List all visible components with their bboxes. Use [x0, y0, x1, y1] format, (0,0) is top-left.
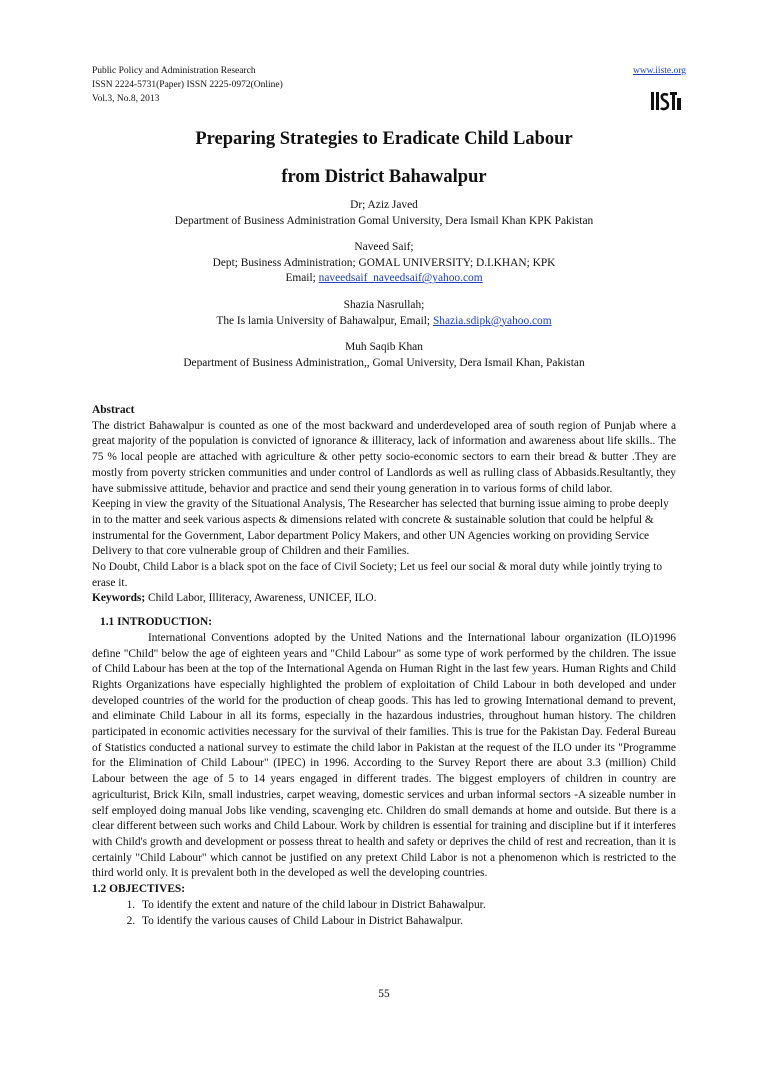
journal-issn: ISSN 2224-5731(Paper) ISSN 2225-0972(Online) [92, 80, 283, 90]
keywords-line [92, 591, 676, 607]
author-affiliation: Department of Business Administration,, Gomal University, Dera Ismail Khan, Pakistan [183, 356, 585, 369]
abstract-heading: Abstract [92, 404, 135, 416]
author-affiliation: Dept; Business Administration; GOMAL UNIVERSITY; D.I.KHAN; KPK [212, 256, 556, 269]
keywords-text: Child Labor, Illiteracy, Awareness, UNICEF, ILO. [148, 592, 377, 605]
introduction-heading: 1.1 INTRODUCTION: [100, 616, 213, 629]
paper-title-line-1: Preparing Strategies to Eradicate Child Labour [195, 129, 573, 149]
journal-website-area [596, 64, 686, 78]
author-email-line [92, 271, 676, 287]
abstract-paragraph: The district Bahawalpur is counted as one of the most backward and underdeveloped area of south region of Punjab where a great majority of the population is convicted of ignorance & illiteracy, lack of information and awareness about life skills.. The 75 % local people are attached with agriculture & other petty socio-economic sectors to earn their bread & butter .They are mostly from poverty stricken communities and under control of Landlords as well as rulling class of Abbasids.Resultantly, they have submissive attitude, behavior and practice and send their young generation in to various forms of child labor. [92, 419, 676, 495]
author-email-link[interactable]: naveedsaif_naveedsaif@yahoo.com [318, 272, 483, 285]
author-name: Naveed Saif; [354, 241, 414, 254]
iiste-logo [651, 90, 681, 112]
author-block [92, 198, 676, 371]
objective-item: 2. To identify the various causes of Child Labour in District Bahawalpur. [138, 914, 676, 930]
paper-title-line-2: from District Bahawalpur [281, 167, 487, 187]
keywords-label: Keywords; [92, 592, 146, 605]
journal-name: Public Policy and Administration Research [92, 66, 256, 76]
author-affiliation: The Is lamia University of Bahawalpur, Email; [216, 314, 431, 327]
abstract-paragraph: No Doubt, Child Labor is a black spot on the face of Civil Society; Let us feel our social & moral duty while jointly trying to erase it. [92, 561, 663, 589]
journal-website-link[interactable]: www.iiste.org [632, 66, 686, 76]
author-affiliation-email-line [92, 314, 676, 330]
author-email-link[interactable]: Shazia.sdipk@yahoo.com [432, 314, 552, 327]
objectives-heading: 1.2 OBJECTIVES: [92, 883, 186, 896]
objectives-list [92, 898, 676, 929]
page-number: 55 [378, 988, 390, 1000]
objective-item: 1. To identify the extent and nature of the child labour in District Bahawalpur. [138, 898, 676, 914]
introduction-paragraph: International Conventions adopted by the United Nations and the International labour organization (ILO)1996 define "Child" below the age of eighteen years and "Child Labour" as some type of work performed by the children. The issue of Child Labour has been at the top of the International Agenda on Human Right in the last few years. Human Rights and Child Rights Organizations have especially highlighted the problem of exploitation of Child Labour in both developed and under developed countries of the world for the production of cheap goods. This has led to growing International demand to prevent, and eliminate Child Labour in all its forms, especially in the hazardous industries, throughout human history. The children participated in economic activities necessary for the survival of their families. This is true for the Pakistan Day. Federal Bureau of Statistics conducted a national survey to estimate the child labor in Pakistan at the request of the ILO under its "Programme for the Elimination of Child Labour" (IPEC) in 1996. According to the Survey Report there are about 3.3 (million) Child Labour between the age of 5 to 14 years engaged in different trades. The biggest employers of children in country are agriculturist, Brick Kiln, small industries, carpet weaving, domestic services and urban informal sectors -A sizeable number in self employed doing manual Jobs like vending, scavenging etc. Children do small demands at home and outside. But there is a clear different between such works and Child Labour. Work by children is essential for training and discipline but if it interferes with Child's growth and development or possess threat to health and safety or deprives the child of rest and recreation, than it is certainly "Child Labour" which cannot be justified on any pretext Child Labor is not a phenomenon which is restricted to the third world only. It is prevalent both in the developed as well the developing countries. [92, 631, 676, 880]
author-name: Dr; Aziz Javed [350, 199, 418, 211]
author-name: Muh Saqib Khan [345, 341, 423, 354]
paper-body [92, 403, 676, 929]
paper-title [92, 120, 676, 196]
journal-header [92, 64, 283, 106]
author-affiliation: Department of Business Administration Gomal University, Dera Ismail Khan KPK Pakistan [174, 214, 594, 227]
author-name: Shazia Nasrullah; [343, 298, 425, 311]
email-label: Email; [285, 272, 316, 285]
abstract-paragraph: Keeping in view the gravity of the Situational Analysis, The Researcher has selected that burning issue aiming to probe deeply in to the matter and seek various aspects & dimensions related with concrete & sustainable solution that could be helpful & instrumental for the Government, Labor department Policy Makers, and other UN Agencies working on providing Service Delivery to that core vulnerable group of Children and their Families. [92, 498, 669, 558]
journal-volume: Vol.3, No.8, 2013 [92, 94, 160, 104]
